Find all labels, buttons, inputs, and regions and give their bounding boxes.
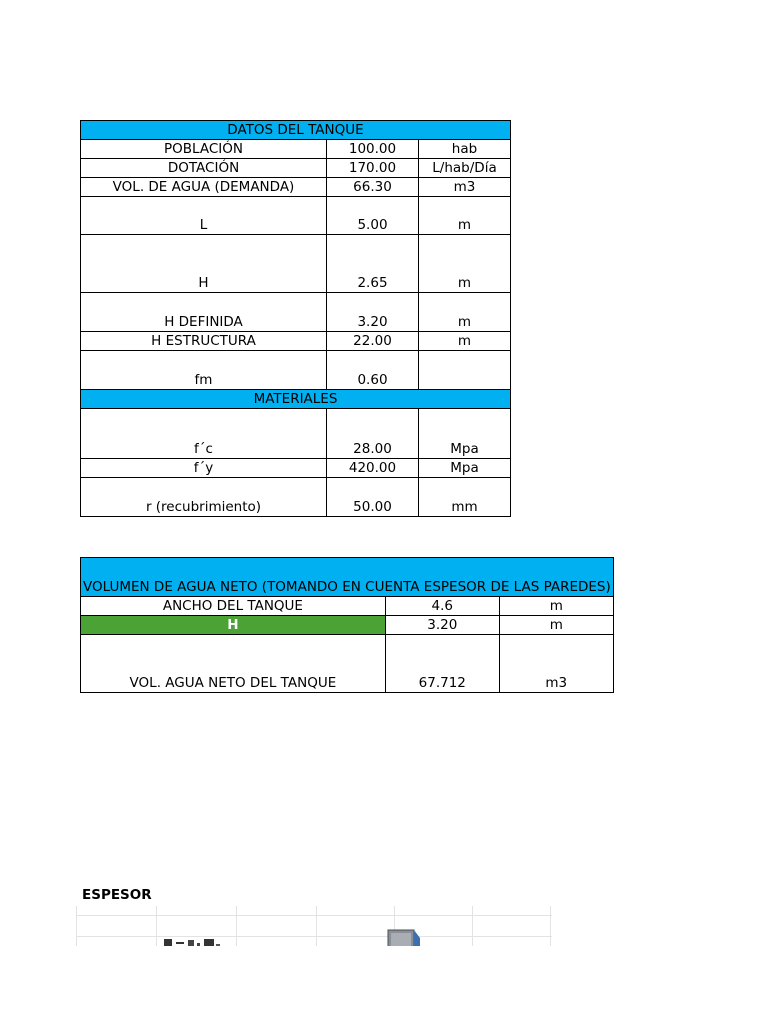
volumen-neto-header: VOLUMEN DE AGUA NETO (TOMANDO EN CUENTA ESPESOR DE LAS PAREDES) [81,558,614,597]
table-row [81,140,511,159]
row-value: 2.65 [327,235,419,293]
row-unit [419,351,511,390]
table-row [81,178,511,197]
row-value: 67.712 [385,635,499,693]
tank-diagram-icon [386,926,426,946]
datos-tanque-table [80,120,511,517]
espesor-title: ESPESOR [82,887,152,903]
row-label: VOL. AGUA NETO DEL TANQUE [81,635,386,693]
row-value: 66.30 [327,178,419,197]
row-value: 4.6 [385,597,499,616]
row-label: H [81,235,327,293]
row-unit: L/hab/Día [419,159,511,178]
row-unit: m [419,197,511,235]
row-value: 3.20 [327,293,419,332]
espesor-formula-image [76,906,552,946]
table-row [81,459,511,478]
row-label: H ESTRUCTURA [81,332,327,351]
table-row [81,616,614,635]
row-label-highlighted: H [81,616,386,635]
row-unit: mm [419,478,511,517]
row-label: f´c [81,409,327,459]
row-label: L [81,197,327,235]
row-value: 420.00 [327,459,419,478]
table-row [81,409,511,459]
row-unit: m [499,597,613,616]
table-row [81,197,511,235]
table-row [81,235,511,293]
volumen-neto-table [80,557,614,693]
row-value: 170.00 [327,159,419,178]
row-label: ANCHO DEL TANQUE [81,597,386,616]
row-value: 5.00 [327,197,419,235]
row-label: VOL. DE AGUA (DEMANDA) [81,178,327,197]
row-label: f´y [81,459,327,478]
row-label: fm [81,351,327,390]
formula-fragment-icon [164,936,254,946]
row-value: 3.20 [385,616,499,635]
row-unit: m [419,332,511,351]
row-label: DOTACIÓN [81,159,327,178]
row-unit: Mpa [419,459,511,478]
row-label: r (recubrimiento) [81,478,327,517]
table-row [81,332,511,351]
row-value: 28.00 [327,409,419,459]
table-row [81,597,614,616]
row-value: 50.00 [327,478,419,517]
row-label: POBLACIÓN [81,140,327,159]
datos-tanque-header: DATOS DEL TANQUE [81,121,511,140]
row-value: 100.00 [327,140,419,159]
row-unit: m [419,293,511,332]
table-row [81,159,511,178]
row-value: 22.00 [327,332,419,351]
row-unit: hab [419,140,511,159]
row-unit: m3 [499,635,613,693]
table-row [81,478,511,517]
row-unit: m [419,235,511,293]
materiales-header: MATERIALES [81,390,511,409]
row-value: 0.60 [327,351,419,390]
row-label: H DEFINIDA [81,293,327,332]
table-row [81,293,511,332]
table-row [81,635,614,693]
row-unit: m [499,616,613,635]
row-unit: m3 [419,178,511,197]
row-unit: Mpa [419,409,511,459]
table-row [81,351,511,390]
